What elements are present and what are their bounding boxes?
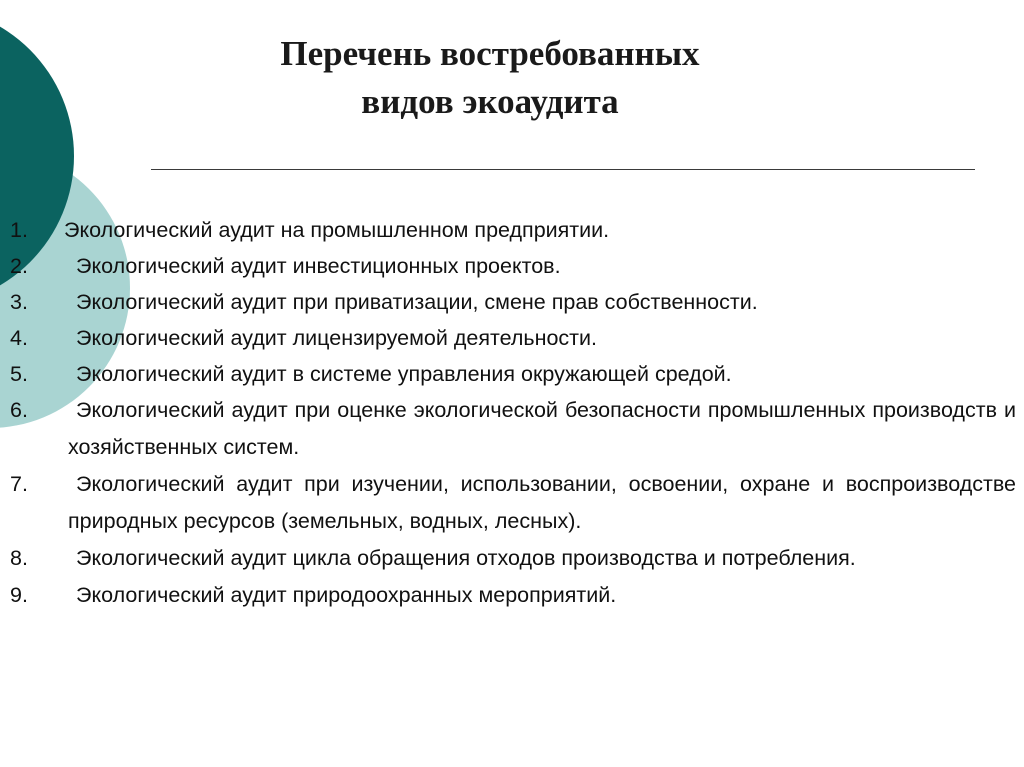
list-item — [10, 320, 1016, 356]
list-item-number: 3. — [10, 290, 28, 314]
list-item-number: 6. — [10, 398, 28, 422]
audit-types-list — [10, 212, 1016, 613]
list-item-text: Экологический аудит в системе управления окружающей средой. — [76, 362, 732, 386]
list-item — [10, 466, 1016, 540]
list-item-number: 9. — [10, 583, 28, 607]
list-item — [10, 356, 1016, 392]
list-item-number: 7. — [10, 472, 28, 496]
list-item — [10, 248, 1016, 284]
list-item-number: 1. — [10, 218, 28, 242]
list-item-text: Экологический аудит цикла обращения отходов производства и потребления. — [76, 546, 856, 570]
list-item-number: 2. — [10, 254, 28, 278]
list-item-text: Экологический аудит при приватизации, смене прав собственности. — [76, 290, 758, 314]
list-item-number: 4. — [10, 326, 28, 350]
list-item-number: 8. — [10, 546, 28, 570]
list-item-text: Экологический аудит при оценке экологической безопасности промышленных производств и хозяйственных систем. — [68, 398, 1016, 459]
list-item-text: Экологический аудит лицензируемой деятельности. — [76, 326, 597, 350]
list-item — [10, 212, 1016, 248]
list-item-text: Экологический аудит природоохранных мероприятий. — [76, 583, 617, 607]
list-item — [10, 577, 1016, 613]
list-item-text: Экологический аудит при изучении, использовании, освоении, охране и воспроизводстве природных ресурсов (земельных, водных, лесных). — [68, 472, 1016, 533]
list-item-text: Экологический аудит на промышленном предприятии. — [64, 218, 610, 242]
slide-title-line-1: Перечень востребованных — [280, 34, 700, 73]
list-item — [10, 284, 1016, 320]
slide-title-line-2: видов экоаудита — [361, 82, 619, 121]
list-item — [10, 392, 1016, 466]
list-item-number: 5. — [10, 362, 28, 386]
title-divider — [151, 169, 975, 170]
list-item — [10, 540, 1016, 577]
slide-title — [140, 30, 840, 126]
list-item-text: Экологический аудит инвестиционных проектов. — [76, 254, 561, 278]
